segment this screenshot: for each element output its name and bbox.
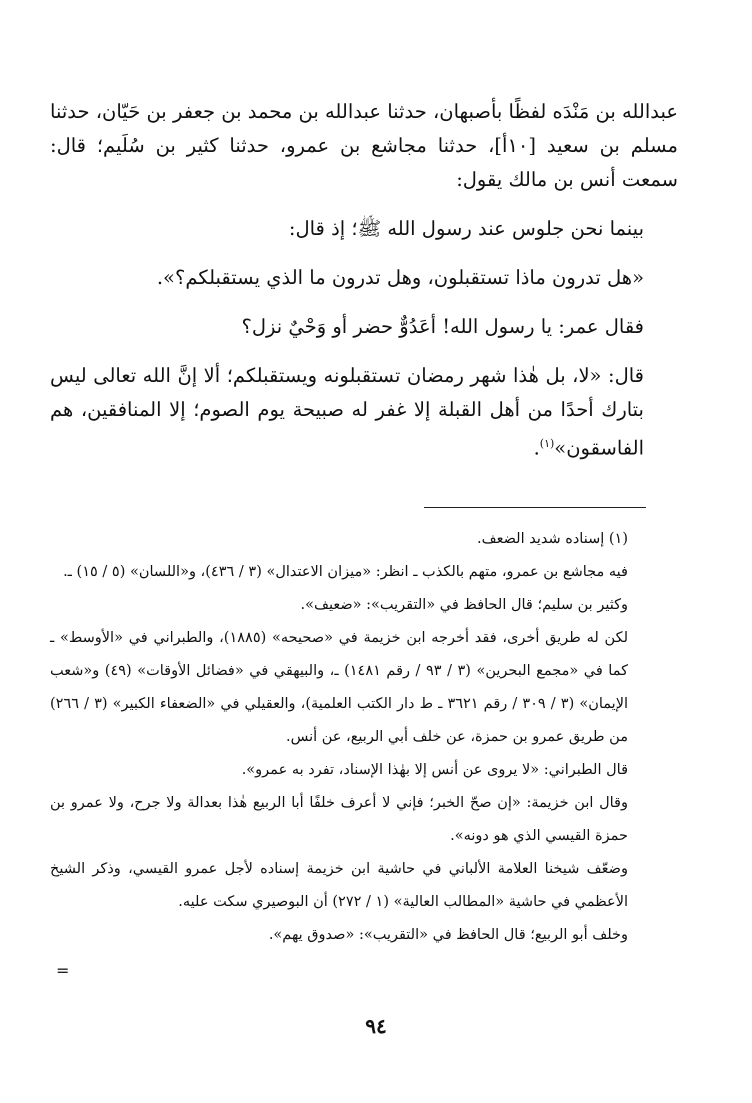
footnote-8: وخلف أبو الربيع؛ قال الحافظ في «التقريب»: «صدوق يهم».: [268, 927, 628, 943]
footnote-6: وقال ابن خزيمة: «إن صحّ الخبر؛ فإني لا أعرف خلفًا أبا الربيع هٰذا بعدالة ولا جرح، ولا عمرو بن حمزة القيسي الذي هو دونه».: [50, 795, 628, 844]
main-paragraph-5: [50, 359, 678, 466]
footnote-reference: (١): [539, 437, 555, 450]
page-number: ٩٤: [365, 1014, 387, 1038]
continuation-mark: =: [56, 961, 70, 980]
footnote-divider: [424, 507, 646, 508]
main-paragraph-1: عبدالله بن مَنْدَه لفظًا بأصبهان، حدثنا عبدالله بن محمد بن جعفر بن حَيّان، حدثنا مسلم بن سعيد [١٠أ]، حدثنا مجاشع بن عمرو، حدثنا كثير بن سُلَيم؛ قال: سمعت أنس بن مالك يقول:: [50, 100, 678, 191]
main-text: [50, 95, 678, 466]
main-paragraph-4: فقال عمر: يا رسول الله! أعَدُوٌّ حضر أو وَحْيٌ نزل؟: [241, 315, 644, 338]
sentence-end: .: [533, 436, 540, 460]
hadith-text: قال: «لا، بل هٰذا شهر رمضان تستقبلونه ويستقبلكم؛ ألا إنَّ الله تعالى ليس بتارك أحدًا من أهل القبلة إلا غفر له صبيحة يوم الصوم؛ إلا المنافقين، هم الفاسقون»: [50, 364, 644, 460]
footnote-3: وكثير بن سليم؛ قال الحافظ في «التقريب»: «ضعيف».: [300, 597, 628, 613]
footnote-2: فيه مجاشع بن عمرو، متهم بالكذب ـ انظر: «ميزان الاعتدال» (٣ / ٤٣٦)، و«اللسان» (٥ / ١٥) ـ.: [63, 564, 628, 580]
footnote-5: قال الطبراني: «لا يروى عن أنس إلا بهٰذا الإسناد، تفرد به عمرو».: [241, 762, 628, 778]
footnote-4: لكن له طريق أخرى، فقد أخرجه ابن خزيمة في «صحيحه» (١٨٨٥)، والطبراني في «الأوسط» ـ كما في «مجمع البحرين» (٣ / ٩٣ / رقم ١٤٨١) ـ، والبيهقي في «فضائل الأوقات» (٤٩) و«شعب الإيمان» (٣ / ٣٠٩ / رقم ٣٦٢١ ـ ط دار الكتب العلمية)، والعقيلي في «الضعفاء الكبير» (٣ / ٢٦٦) من طريق عمرو بن حمزة، عن خلف أبي الربيع، عن أنس.: [50, 630, 629, 745]
footnote-1: (١) إسناده شديد الضعف.: [476, 531, 628, 547]
footnote-7: وضعّف شيخنا العلامة الألباني في حاشية ابن خزيمة إسناده لأجل عمرو القيسي، وذكر الشيخ الأعظمي في حاشية «المطالب العالية» (١ / ٢٧٢) أن البوصيري سكت عليه.: [50, 861, 628, 910]
main-paragraph-3: «هل تدرون ماذا تستقبلون، وهل تدرون ما الذي يستقبلكم؟».: [156, 266, 644, 289]
main-paragraph-2: بينما نحن جلوس عند رسول الله ﷺ؛ إذ قال:: [288, 217, 644, 240]
footnotes: [50, 523, 650, 952]
